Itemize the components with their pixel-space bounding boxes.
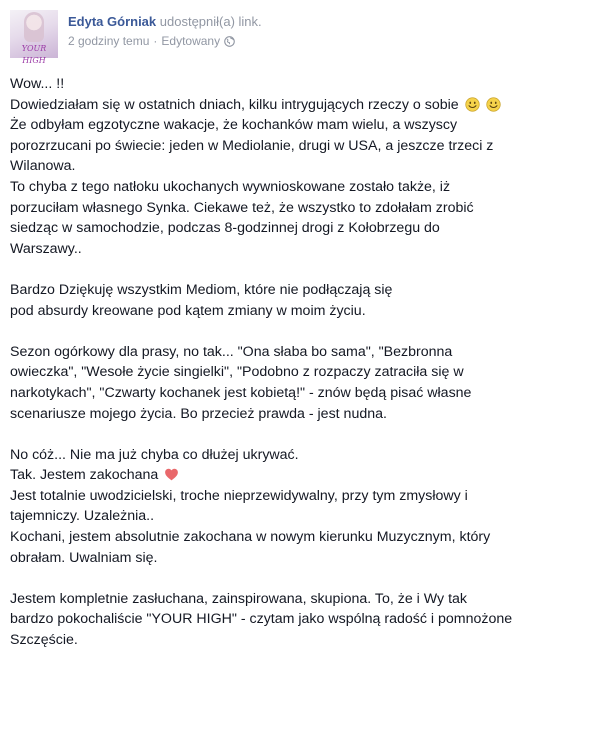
meta-separator: · [153, 34, 158, 48]
post-text-line-content: scenariusze mojego życia. Bo przecież prawda - jest nudna. [10, 405, 387, 422]
post-text-line [10, 362, 592, 383]
post-text-line-content: Jestem kompletnie zasłuchana, zainspirowana, skupiona. To, że i Wy tak [10, 590, 467, 607]
post-text-line-content: Sezon ogórkowy dla prasy, no tak... "Ona słaba bo sama", "Bezbronna [10, 343, 453, 360]
edited-label[interactable]: Edytowany [161, 34, 221, 48]
post-text-line-content: porzuciłam własnego Synka. Ciekawe też, że wszystko to zdołałam zrobić [10, 199, 474, 216]
heart-emoji-icon [164, 467, 179, 482]
avatar-logo: YOUR HIGH [21, 44, 47, 65]
post-text-line [10, 239, 592, 260]
post-text-line-content: siedząc w samochodzie, podczas 8-godzinnej drogi z Kołobrzegu do [10, 220, 440, 237]
paragraph-gap [10, 568, 592, 589]
post-text-line [10, 136, 592, 157]
post-text-line [10, 506, 592, 527]
post-text-line-content: Wilanowa. [10, 158, 76, 175]
post-text-line [10, 465, 592, 486]
post-text-line [10, 342, 592, 363]
paragraph-gap [10, 424, 592, 445]
post-text-line-content: owieczka", "Wesołe życie singielki", "Podobno z rozpaczy zatraciła się w [10, 364, 464, 381]
post-timestamp[interactable]: 2 godziny temu [68, 34, 150, 48]
post-text-line-content: Szczęście. [10, 632, 78, 649]
post-text-line [10, 445, 592, 466]
post-text-line-content: obrałam. Uwalniam się. [10, 549, 158, 566]
globe-icon[interactable] [224, 36, 235, 47]
smile-emoji-icon [486, 97, 501, 112]
avatar-figure [24, 12, 44, 42]
post-text-line [10, 404, 592, 425]
post-text-line-content: To chyba z tego natłoku ukochanych wywnioskowane zostało także, iż [10, 178, 451, 195]
post-header [10, 8, 590, 65]
post-text-line-content: No cóż... Nie ma już chyba co dłużej ukrywać. [10, 446, 299, 463]
post-text-line-content: Tak. Jestem zakochana [10, 467, 159, 484]
paragraph-gap [10, 259, 592, 280]
post-text-line [10, 74, 592, 95]
post-text-line-content: tajemniczy. Uzależnia.. [10, 508, 155, 525]
post-text [10, 74, 592, 651]
post-meta [68, 34, 235, 48]
post-text-line-content: Kochani, jestem absolutnie zakochana w nowym kierunku Muzycznym, który [10, 529, 491, 546]
post-text-line-content: Dowiedziałam się w ostatnich dniach, kilku intrygujących rzeczy o sobie [10, 96, 459, 113]
post-text-line [10, 198, 592, 219]
post-text-line-content: Warszawy.. [10, 240, 82, 257]
author-name-link[interactable]: Edyta Górniak [68, 14, 157, 29]
post-text-line-content: Wow... !! [10, 76, 65, 92]
post-text-line [10, 280, 592, 301]
post-text-line [10, 301, 592, 322]
post-text-line-content: Że odbyłam egzotyczne wakacje, że kochanków mam wielu, a wszyscy [10, 117, 458, 134]
post-text-line [10, 548, 592, 569]
smile-emoji-icon [465, 97, 480, 112]
post-text-line-content: porozrzucani po świecie: jeden w Mediolanie, drugi w USA, a jeszcze trzeci z [10, 137, 494, 154]
post-text-line [10, 383, 592, 404]
post-text-line-content: Bardzo Dziękuję wszystkim Mediom, które nie podłączają się [10, 281, 393, 298]
post-text-line-content: Jest totalnie uwodzicielski, troche nieprzewidywalny, przy tym zmysłowy i [10, 487, 468, 504]
post-text-line [10, 609, 592, 630]
post-text-line [10, 527, 592, 548]
post-text-line [10, 486, 592, 507]
paragraph-gap [10, 321, 592, 342]
post-text-line [10, 95, 592, 116]
avatar[interactable] [10, 10, 58, 65]
post-text-line-content: pod absurdy kreowane pod kątem zmiany w moim życiu. [10, 302, 366, 319]
post-text-line [10, 218, 592, 239]
post-text-line [10, 156, 592, 177]
post-text-line [10, 630, 592, 651]
post-text-line [10, 589, 592, 610]
post-text-line-content: bardzo pokochaliście "YOUR HIGH" - czytam jako wspólną radość i pomnożone [10, 611, 513, 628]
post-text-line-content: narkotykach", "Czwarty kochanek jest kobietą!" - znów będą pisać własne [10, 384, 472, 401]
share-action-text: udostępnił(a) link. [159, 14, 262, 29]
post-text-line [10, 115, 592, 136]
post-text-line [10, 177, 592, 198]
post-title-line [68, 14, 262, 29]
